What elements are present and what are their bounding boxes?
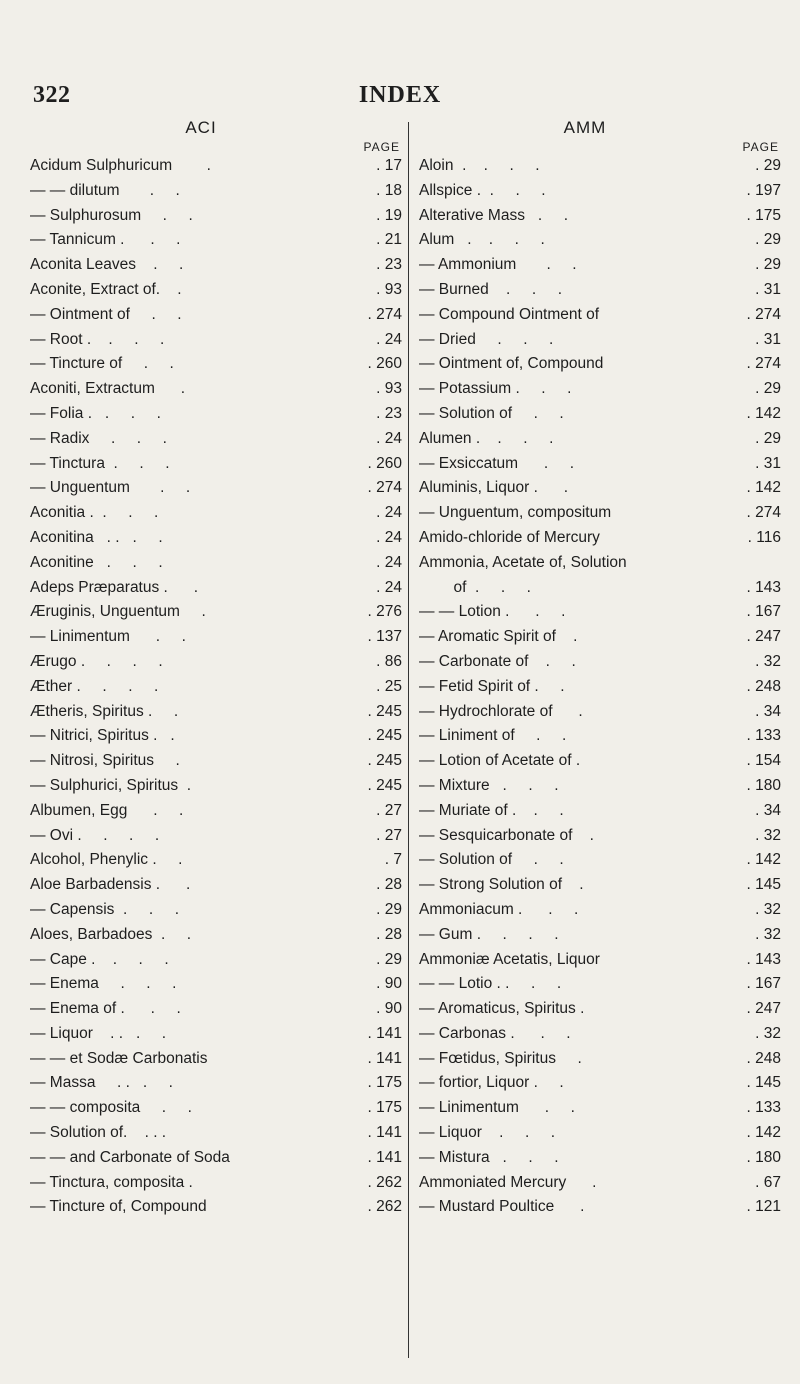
index-entry xyxy=(30,873,402,898)
entry-text: Aconitia . . . . xyxy=(30,504,159,522)
entry-page-number: . 247 xyxy=(746,628,781,646)
right-column xyxy=(419,118,781,1220)
index-entry xyxy=(30,749,402,774)
entry-text: Ærugo . . . . xyxy=(30,652,163,670)
entry-page-number: . 248 xyxy=(746,1049,781,1067)
entry-page-number: . 245 xyxy=(367,776,402,794)
entry-text: — Linimentum . . xyxy=(30,628,186,646)
entry-text: Æruginis, Unguentum . xyxy=(30,603,206,621)
index-entry xyxy=(30,352,402,377)
entry-page-number: . 23 xyxy=(376,404,402,422)
entry-text: — Compound Ointment of xyxy=(419,305,600,323)
entry-page-number: . 23 xyxy=(376,256,402,274)
page-number: 322 xyxy=(33,82,71,108)
entry-text: Aloe Barbadensis . . xyxy=(30,876,191,894)
entry-page-number: . 28 xyxy=(376,876,402,894)
entry-page-number: . 245 xyxy=(367,727,402,745)
entry-text: — Nitrosi, Spiritus . xyxy=(30,752,180,770)
entry-page-number: . 154 xyxy=(746,752,781,770)
entry-page-number: . 116 xyxy=(747,528,781,546)
index-entry xyxy=(419,1071,781,1096)
entry-text: — Muriate of . . . xyxy=(419,801,564,819)
index-entry xyxy=(30,402,402,427)
entry-text: — Nitrici, Spiritus . . xyxy=(30,727,175,745)
index-entry xyxy=(30,228,402,253)
entry-text: — Exsiccatum . . xyxy=(419,454,575,472)
entry-page-number: . 133 xyxy=(746,1099,781,1117)
entry-page-number: . 142 xyxy=(746,1124,781,1142)
index-entry xyxy=(30,328,402,353)
entry-text: Ammoniacum . . . xyxy=(419,900,579,918)
index-entry xyxy=(419,1047,781,1072)
index-entry xyxy=(419,402,781,427)
entry-page-number: . 32 xyxy=(755,652,781,670)
left-page-label: PAGE xyxy=(363,140,400,154)
index-entry xyxy=(419,303,781,328)
entry-page-number: . 143 xyxy=(746,578,781,596)
index-entry xyxy=(419,1195,781,1220)
index-entry xyxy=(419,377,781,402)
entry-page-number: . 32 xyxy=(755,925,781,943)
entry-page-number: . 29 xyxy=(755,256,781,274)
index-entry xyxy=(30,1195,402,1220)
entry-text: Aluminis, Liquor . . xyxy=(419,479,569,497)
entry-text: — Mixture . . . xyxy=(419,776,559,794)
index-entry xyxy=(30,303,402,328)
entry-page-number: . 197 xyxy=(746,181,781,199)
entry-page-number: . 248 xyxy=(746,677,781,695)
entry-page-number: . 274 xyxy=(367,305,402,323)
entry-text: — Tannicum . . . xyxy=(30,231,181,249)
entry-page-number: . 29 xyxy=(376,950,402,968)
entry-text: — Sulphurosum . . xyxy=(30,206,193,224)
index-entry xyxy=(419,724,781,749)
index-entry xyxy=(30,154,402,179)
index-entry xyxy=(419,1146,781,1171)
entry-text: of . . . xyxy=(419,578,531,596)
index-entry xyxy=(30,427,402,452)
index-entry xyxy=(419,253,781,278)
page-header xyxy=(0,82,800,116)
index-entry xyxy=(30,898,402,923)
index-entry xyxy=(30,1146,402,1171)
index-entry xyxy=(419,427,781,452)
entry-text: — fortior, Liquor . . xyxy=(419,1074,564,1092)
index-entry xyxy=(30,1121,402,1146)
index-entry xyxy=(30,501,402,526)
entry-text: — Liniment of . . xyxy=(419,727,567,745)
entry-text: — — and Carbonate of Soda xyxy=(30,1148,230,1166)
entry-text: — — Lotio . . . . xyxy=(419,975,562,993)
entry-text: Amido-chloride of Mercury xyxy=(419,528,600,546)
entry-text: — Radix . . . xyxy=(30,429,167,447)
entry-text: Aconita Leaves . . xyxy=(30,256,184,274)
entry-page-number: . 142 xyxy=(746,851,781,869)
entry-page-number: . 93 xyxy=(376,280,402,298)
entry-text: Alum . . . . xyxy=(419,231,545,249)
index-entry xyxy=(419,1096,781,1121)
entry-text: — — dilutum . . xyxy=(30,181,180,199)
entry-page-number: . 137 xyxy=(367,628,402,646)
entry-page-number: . 247 xyxy=(746,1000,781,1018)
entry-text: — Tincture of . . xyxy=(30,355,174,373)
index-entry xyxy=(30,948,402,973)
entry-page-number: . 167 xyxy=(746,975,781,993)
entry-page-number: . 7 xyxy=(384,851,402,869)
entry-page-number: . 260 xyxy=(367,355,402,373)
entry-page-number: . 141 xyxy=(367,1124,402,1142)
entry-text: — Ointment of . . xyxy=(30,305,182,323)
entry-page-number: . 90 xyxy=(376,975,402,993)
entry-text: — Solution of . . xyxy=(419,404,564,422)
index-entry xyxy=(419,352,781,377)
right-column-heading: AMM xyxy=(563,118,607,137)
index-entry xyxy=(419,154,781,179)
index-entry xyxy=(419,997,781,1022)
left-column xyxy=(30,118,402,1220)
entry-page-number: . 141 xyxy=(367,1148,402,1166)
index-entry xyxy=(419,526,781,551)
entry-text: Alumen . . . . xyxy=(419,429,554,447)
entry-text: Aconite, Extract of. . xyxy=(30,280,182,298)
entry-page-number: . 262 xyxy=(367,1198,402,1216)
index-entry xyxy=(419,179,781,204)
index-entry xyxy=(30,576,402,601)
entry-page-number: . 143 xyxy=(746,950,781,968)
entry-text: — Unguentum, compositum xyxy=(419,504,612,522)
entry-text: Aconitina . . . . xyxy=(30,528,163,546)
entry-page-number: . 180 xyxy=(746,1148,781,1166)
entry-page-number: . 141 xyxy=(367,1024,402,1042)
entry-text: — Potassium . . . xyxy=(419,380,572,398)
entry-page-number: . 21 xyxy=(376,231,402,249)
index-entry xyxy=(419,1022,781,1047)
index-entry xyxy=(419,824,781,849)
entry-text: — Liquor . . . . xyxy=(30,1024,167,1042)
entry-text: — Tinctura, composita . xyxy=(30,1173,193,1191)
index-entry xyxy=(419,1121,781,1146)
entry-page-number: . 24 xyxy=(376,504,402,522)
column-divider xyxy=(408,122,409,1358)
entry-page-number: . 34 xyxy=(755,702,781,720)
entry-text: — Carbonas . . . xyxy=(419,1024,571,1042)
entry-page-number: . 274 xyxy=(367,479,402,497)
entry-page-number: . 18 xyxy=(376,181,402,199)
entry-page-number: . 24 xyxy=(376,553,402,571)
entry-text: — Strong Solution of . xyxy=(419,876,584,894)
entry-page-number: . 25 xyxy=(376,677,402,695)
entry-text: Aconitine . . . xyxy=(30,553,163,571)
entry-page-number: . 27 xyxy=(376,801,402,819)
left-column-heading: ACI xyxy=(185,118,217,137)
entry-page-number: . 24 xyxy=(376,429,402,447)
entry-page-number: . 276 xyxy=(367,603,402,621)
entry-page-number: . 274 xyxy=(746,355,781,373)
index-entry xyxy=(419,923,781,948)
entry-page-number: . 93 xyxy=(376,380,402,398)
entry-text: — Tinctura . . . xyxy=(30,454,170,472)
entry-page-number: . 145 xyxy=(746,1074,781,1092)
entry-text: — Mustard Poultice . xyxy=(419,1198,585,1216)
entry-text: Ammoniated Mercury . xyxy=(419,1173,597,1191)
index-entry xyxy=(30,972,402,997)
entry-text: — Mistura . . . xyxy=(419,1148,559,1166)
entry-page-number: . 29 xyxy=(755,157,781,174)
entry-page-number: . 245 xyxy=(367,702,402,720)
index-entry xyxy=(30,923,402,948)
index-entry xyxy=(30,625,402,650)
index-entry xyxy=(30,551,402,576)
entry-text: — Carbonate of . . xyxy=(419,652,576,670)
entry-text: — Sulphurici, Spiritus . xyxy=(30,776,192,794)
index-entry xyxy=(30,997,402,1022)
entry-page-number: . 167 xyxy=(746,603,781,621)
entry-page-number: . 274 xyxy=(746,504,781,522)
entry-page-number: . 133 xyxy=(746,727,781,745)
entry-text: — Massa . . . . xyxy=(30,1074,173,1092)
index-entry xyxy=(30,476,402,501)
entry-text: — Unguentum . . xyxy=(30,479,191,497)
entry-page-number: . 175 xyxy=(367,1099,402,1117)
index-entry xyxy=(419,972,781,997)
entry-page-number: . 262 xyxy=(367,1173,402,1191)
entry-page-number: . 32 xyxy=(755,826,781,844)
entry-text: Alcohol, Phenylic . . xyxy=(30,851,183,869)
entry-page-number: . 180 xyxy=(746,776,781,794)
index-entry xyxy=(30,799,402,824)
index-entry xyxy=(30,600,402,625)
entry-text: — Hydrochlorate of . xyxy=(419,702,583,720)
entry-page-number: . 260 xyxy=(367,454,402,472)
left-entry-list xyxy=(30,154,402,1220)
index-entry xyxy=(419,625,781,650)
entry-text: — Sesquicarbonate of . xyxy=(419,826,594,844)
index-entry xyxy=(30,824,402,849)
index-entry xyxy=(30,774,402,799)
index-entry xyxy=(419,700,781,725)
entry-text: — Dried . . . xyxy=(419,330,554,348)
entry-page-number: . 32 xyxy=(755,1024,781,1042)
index-entry xyxy=(419,452,781,477)
entry-text: — Linimentum . . xyxy=(419,1099,575,1117)
entry-text: — Enema of . . . xyxy=(30,1000,181,1018)
entry-page-number: . 142 xyxy=(746,479,781,497)
index-entry xyxy=(30,848,402,873)
index-entry xyxy=(419,799,781,824)
right-page-label: PAGE xyxy=(742,140,779,154)
index-entry xyxy=(419,476,781,501)
index-entry xyxy=(419,1171,781,1196)
index-entry xyxy=(419,873,781,898)
entry-text: — — et Sodæ Carbonatis xyxy=(30,1049,208,1067)
index-entry xyxy=(30,377,402,402)
entry-text: — Solution of. . . . xyxy=(30,1124,167,1142)
entry-page-number: . 24 xyxy=(376,528,402,546)
entry-page-number: . 34 xyxy=(755,801,781,819)
index-entry xyxy=(419,278,781,303)
entry-text: — Ammonium . . xyxy=(419,256,577,274)
index-entry xyxy=(30,675,402,700)
entry-page-number: . 145 xyxy=(746,876,781,894)
right-entry-list xyxy=(419,154,781,1220)
entry-text: — — composita . . xyxy=(30,1099,192,1117)
entry-page-number: . 32 xyxy=(755,900,781,918)
index-entry xyxy=(30,1171,402,1196)
entry-page-number: . 175 xyxy=(746,206,781,224)
entry-text: — Gum . . . . xyxy=(419,925,559,943)
index-entry xyxy=(30,1022,402,1047)
index-entry xyxy=(30,700,402,725)
index-entry xyxy=(419,551,781,576)
entry-page-number: . 29 xyxy=(755,429,781,447)
entry-text: — Liquor . . . xyxy=(419,1124,556,1142)
entry-text: — Enema . . . xyxy=(30,975,177,993)
entry-text: Aloin . . . . xyxy=(419,157,540,174)
entry-text: — Folia . . . . xyxy=(30,404,161,422)
entry-page-number: . 31 xyxy=(755,280,781,298)
entry-text: — Tincture of, Compound xyxy=(30,1198,207,1216)
entry-text: — Ointment of, Compound xyxy=(419,355,604,373)
entry-page-number: . 121 xyxy=(746,1198,781,1216)
entry-page-number: . 141 xyxy=(367,1049,402,1067)
entry-text: — Aromatic Spirit of . xyxy=(419,628,578,646)
index-entry xyxy=(419,898,781,923)
entry-page-number: . 29 xyxy=(755,380,781,398)
entry-text: Acidum Sulphuricum . xyxy=(30,157,211,174)
entry-page-number: . 90 xyxy=(376,1000,402,1018)
entry-text: Aloes, Barbadoes . . xyxy=(30,925,192,943)
index-entry xyxy=(419,650,781,675)
index-entry xyxy=(30,253,402,278)
entry-text: Ammonia, Acetate of, Solution xyxy=(419,553,627,571)
index-entry xyxy=(419,204,781,229)
page-title: INDEX xyxy=(358,82,442,108)
entry-text: — Root . . . . xyxy=(30,330,165,348)
entry-page-number: . 29 xyxy=(376,900,402,918)
entry-page-number: . 27 xyxy=(376,826,402,844)
entry-text: — Fœtidus, Spiritus . xyxy=(419,1049,582,1067)
index-entry xyxy=(419,501,781,526)
index-entry xyxy=(30,179,402,204)
entry-page-number: . 31 xyxy=(755,330,781,348)
entry-text: — Lotion of Acetate of . xyxy=(419,752,581,770)
index-entry xyxy=(30,1047,402,1072)
entry-page-number: . 17 xyxy=(376,157,402,174)
index-entry xyxy=(419,576,781,601)
entry-page-number: . 19 xyxy=(376,206,402,224)
index-entry xyxy=(30,526,402,551)
entry-page-number: . 28 xyxy=(376,925,402,943)
entry-text: Aconiti, Extractum . xyxy=(30,380,186,398)
entry-text: — Ovi . . . . xyxy=(30,826,160,844)
entry-text: — — Lotion . . . xyxy=(419,603,566,621)
entry-page-number: . 245 xyxy=(367,752,402,770)
entry-page-number: . 86 xyxy=(376,652,402,670)
entry-text: — Cape . . . . xyxy=(30,950,169,968)
entry-text: Ammoniæ Acetatis, Liquor xyxy=(419,950,600,968)
index-entry xyxy=(30,724,402,749)
index-entry xyxy=(30,1096,402,1121)
entry-text: — Capensis . . . xyxy=(30,900,180,918)
index-entry xyxy=(419,749,781,774)
entry-page-number: . 67 xyxy=(755,1173,781,1191)
index-entry xyxy=(419,774,781,799)
index-entry xyxy=(30,650,402,675)
index-entry xyxy=(419,675,781,700)
entry-text: Albumen, Egg . . xyxy=(30,801,184,819)
entry-page-number: . 274 xyxy=(746,305,781,323)
index-entry xyxy=(419,848,781,873)
entry-page-number: . 175 xyxy=(367,1074,402,1092)
index-entry xyxy=(30,1071,402,1096)
index-entry xyxy=(30,452,402,477)
entry-text: — Burned . . . xyxy=(419,280,562,298)
entry-text: Adeps Præparatus . . xyxy=(30,578,198,596)
entry-text: — Aromaticus, Spiritus . xyxy=(419,1000,585,1018)
index-entry xyxy=(30,278,402,303)
entry-page-number: . 31 xyxy=(755,454,781,472)
entry-text: Alterative Mass . . xyxy=(419,206,569,224)
index-entry xyxy=(30,204,402,229)
entry-page-number: . 24 xyxy=(376,578,402,596)
entry-text: Allspice . . . . xyxy=(419,181,546,199)
index-entry xyxy=(419,948,781,973)
index-entry xyxy=(419,600,781,625)
entry-page-number: . 24 xyxy=(376,330,402,348)
entry-text: — Fetid Spirit of . . xyxy=(419,677,565,695)
entry-page-number: . 29 xyxy=(755,231,781,249)
index-entry xyxy=(419,328,781,353)
index-entry xyxy=(419,228,781,253)
entry-text: Ætheris, Spiritus . . xyxy=(30,702,179,720)
entry-text: Æther . . . . xyxy=(30,677,159,695)
entry-text: — Solution of . . xyxy=(419,851,564,869)
entry-page-number: . 142 xyxy=(746,404,781,422)
